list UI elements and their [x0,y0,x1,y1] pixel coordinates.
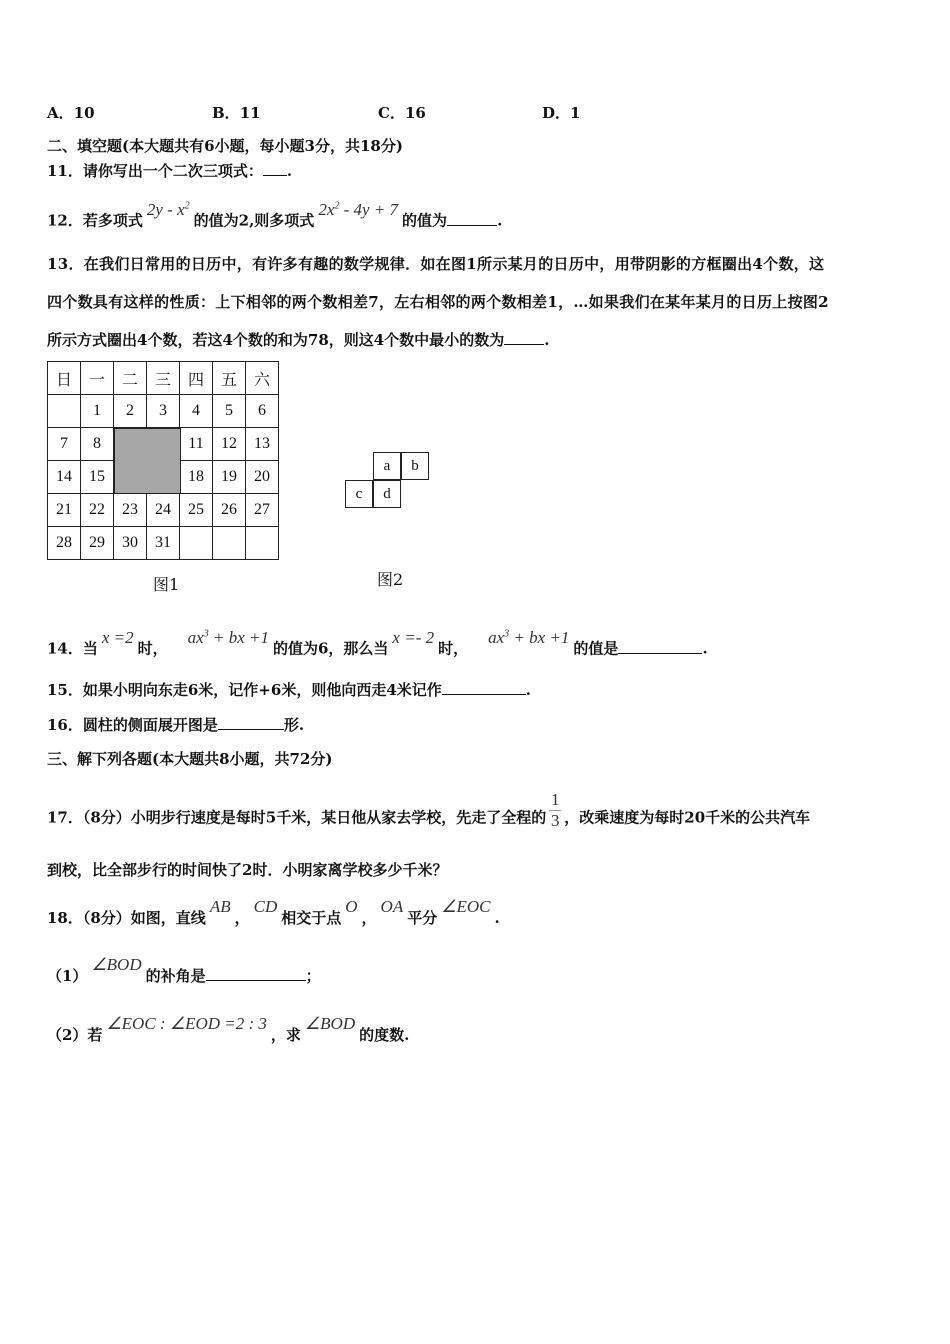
q18-end: ； [305,967,321,985]
question-15 [47,680,531,700]
q18-text: ，求 [270,1026,301,1044]
day: 18 [180,461,213,494]
weekday: 四 [180,362,213,395]
q18-math: O [345,897,358,916]
q17-text: 17．（8分）小明步行速度是每时5千米，某日他从家去学校，先走了全程的 [47,808,547,827]
answer-blank [218,715,284,730]
day: 1 [81,395,114,428]
q14-math: x =2 [101,627,134,647]
option-letter: A． [47,104,74,122]
q11-end: . [286,162,293,180]
q12-text: 12．若多项式 [47,211,143,230]
answer-blank [263,161,287,176]
day: 22 [81,494,114,527]
part-label: （2）若 [47,1026,103,1044]
weekday: 日 [48,362,81,395]
figure-1-caption: 图1 [153,575,180,594]
q12-math-1: $2y - x^2$ [146,199,190,219]
day: 14 [48,461,81,494]
q13-line-2: 四个数具有这样的性质：上下相邻的两个数相差7，左右相邻的两个数相差1，…如果我们在某年某月的日历上按图2 [47,293,829,311]
day: 7 [48,428,81,461]
day: 6 [246,395,279,428]
calendar-header-row [48,362,279,395]
day [246,527,279,560]
figure-2-caption: 图2 [377,570,404,589]
day [180,527,213,560]
q16-end: 形. [283,716,305,734]
q18-text: 平分 [407,909,438,927]
weekday: 二 [114,362,147,395]
option-value: 11 [239,104,261,122]
option-value: 10 [73,104,95,122]
fig2-cell-b: b [401,452,429,480]
day: 8 [81,428,114,461]
q15-end: . [525,681,531,699]
q12-math-2: $2x^2 - 4y + 7$ [318,199,399,219]
option-b [212,102,261,123]
q14-text: 时， [137,639,168,658]
calendar-row [48,527,279,560]
q18-math: ∠EOC : ∠EOD =2 : 3 [106,1014,267,1033]
calendar-row [48,395,279,428]
q14-math: x =- 2 [392,627,435,647]
day: 3 [147,395,180,428]
day: 30 [114,527,147,560]
day: 12 [213,428,246,461]
q14-text: 时， [438,639,469,658]
question-14 [47,627,708,659]
section-3-heading: 三、解下列各题(本大题共8小题，共72分) [47,750,333,768]
q18-text: 相交于点 [281,909,342,927]
answer-blank [618,639,702,654]
day: 21 [48,494,81,527]
q14-math: $ax^3$ + bx +1 [187,627,269,647]
q12-text: 的值为2,则多项式 [193,211,315,230]
day: 29 [81,527,114,560]
answer-blank [206,966,306,981]
q14-text: 14．当 [47,639,98,658]
answer-blank [442,680,526,695]
day: 20 [246,461,279,494]
q18-part-1 [47,955,321,986]
q18-math: ∠BOD [304,1014,356,1033]
day: 2 [114,395,147,428]
day: 19 [213,461,246,494]
q18-text: 的补角是 [145,967,206,985]
day: 26 [213,494,246,527]
option-letter: C． [378,104,405,122]
q13-line-3 [47,330,549,350]
q18-text: ， [361,909,377,927]
answer-blank [447,211,497,226]
day: 23 [114,494,147,527]
q18-math: ∠BOD [91,955,142,974]
q12-end: . [497,211,503,230]
weekday: 三 [147,362,180,395]
day: 25 [180,494,213,527]
option-letter: D． [542,104,571,122]
q16-text: 16．圆柱的侧面展开图是 [47,716,218,734]
q18-math: AB [209,897,231,916]
day [213,527,246,560]
q17-text: ，改乘速度为每时20千米的公共汽车 [564,808,811,827]
day: 15 [81,461,114,494]
option-value: 16 [404,104,426,122]
q14-math: $ax^3$ + bx +1 [488,627,570,647]
q13-line-1: 13．在我们日常用的日历中，有许多有趣的数学规律．如在图1所示某月的日历中，用带阴影的方框圈出4个数，这 [47,255,825,273]
part-label: （1） [47,967,88,985]
q14-text: 的值为6，那么当 [272,639,389,658]
q17-line-2: 到校，比全部步行的时间快了2时．小明家离学校多少千米？ [47,861,448,879]
calendar-row [48,494,279,527]
denominator: 3 [551,811,560,830]
day: 4 [180,395,213,428]
day [48,395,81,428]
q17-line-1 [47,790,811,838]
section-2-heading: 二、填空题(本大题共有6小题，每小题3分，共18分) [47,137,403,155]
question-12 [47,199,503,231]
fig2-cell-d: d [373,480,401,508]
q18-text: ， [234,909,250,927]
question-16 [47,715,304,735]
option-c [378,102,426,123]
q18-math: ∠EOC [441,897,491,916]
q14-end: . [702,639,708,658]
q13-end: . [544,331,550,349]
q18-end: 的度数. [359,1026,410,1044]
weekday: 六 [246,362,279,395]
option-letter: B． [212,104,240,122]
day: 24 [147,494,180,527]
q18-text: 18．（8分）如图，直线 [47,909,206,927]
answer-blank [504,330,544,345]
q13-text: 所示方式圈出4个数，若这4个数的和为78，则这4个数中最小的数为 [47,331,505,349]
weekday: 一 [81,362,114,395]
question-11 [47,161,292,181]
day: 31 [147,527,180,560]
day: 13 [246,428,279,461]
day: 5 [213,395,246,428]
fig2-cell-a: a [373,452,401,480]
day: 28 [48,527,81,560]
option-value: 1 [570,104,581,122]
option-a [47,102,95,123]
q11-text: 11．请你写出一个二次三项式： [47,162,263,180]
question-18 [47,897,500,928]
shaded-box [114,428,181,494]
q18-end: . [494,909,500,927]
day: 11 [180,428,213,461]
q14-text: 的值是 [573,639,619,658]
fig2-cell-c: c [345,480,373,508]
q15-text: 15．如果小明向东走6米，记作+6米，则他向西走4米记作 [47,681,442,699]
fraction-one-third [549,791,561,830]
q18-math: CD [253,897,278,916]
q12-text: 的值为 [402,211,448,230]
option-d [542,102,580,123]
numerator: 1 [551,790,560,809]
day: 27 [246,494,279,527]
q18-math: OA [380,897,404,916]
weekday: 五 [213,362,246,395]
q18-part-2 [47,1014,410,1045]
